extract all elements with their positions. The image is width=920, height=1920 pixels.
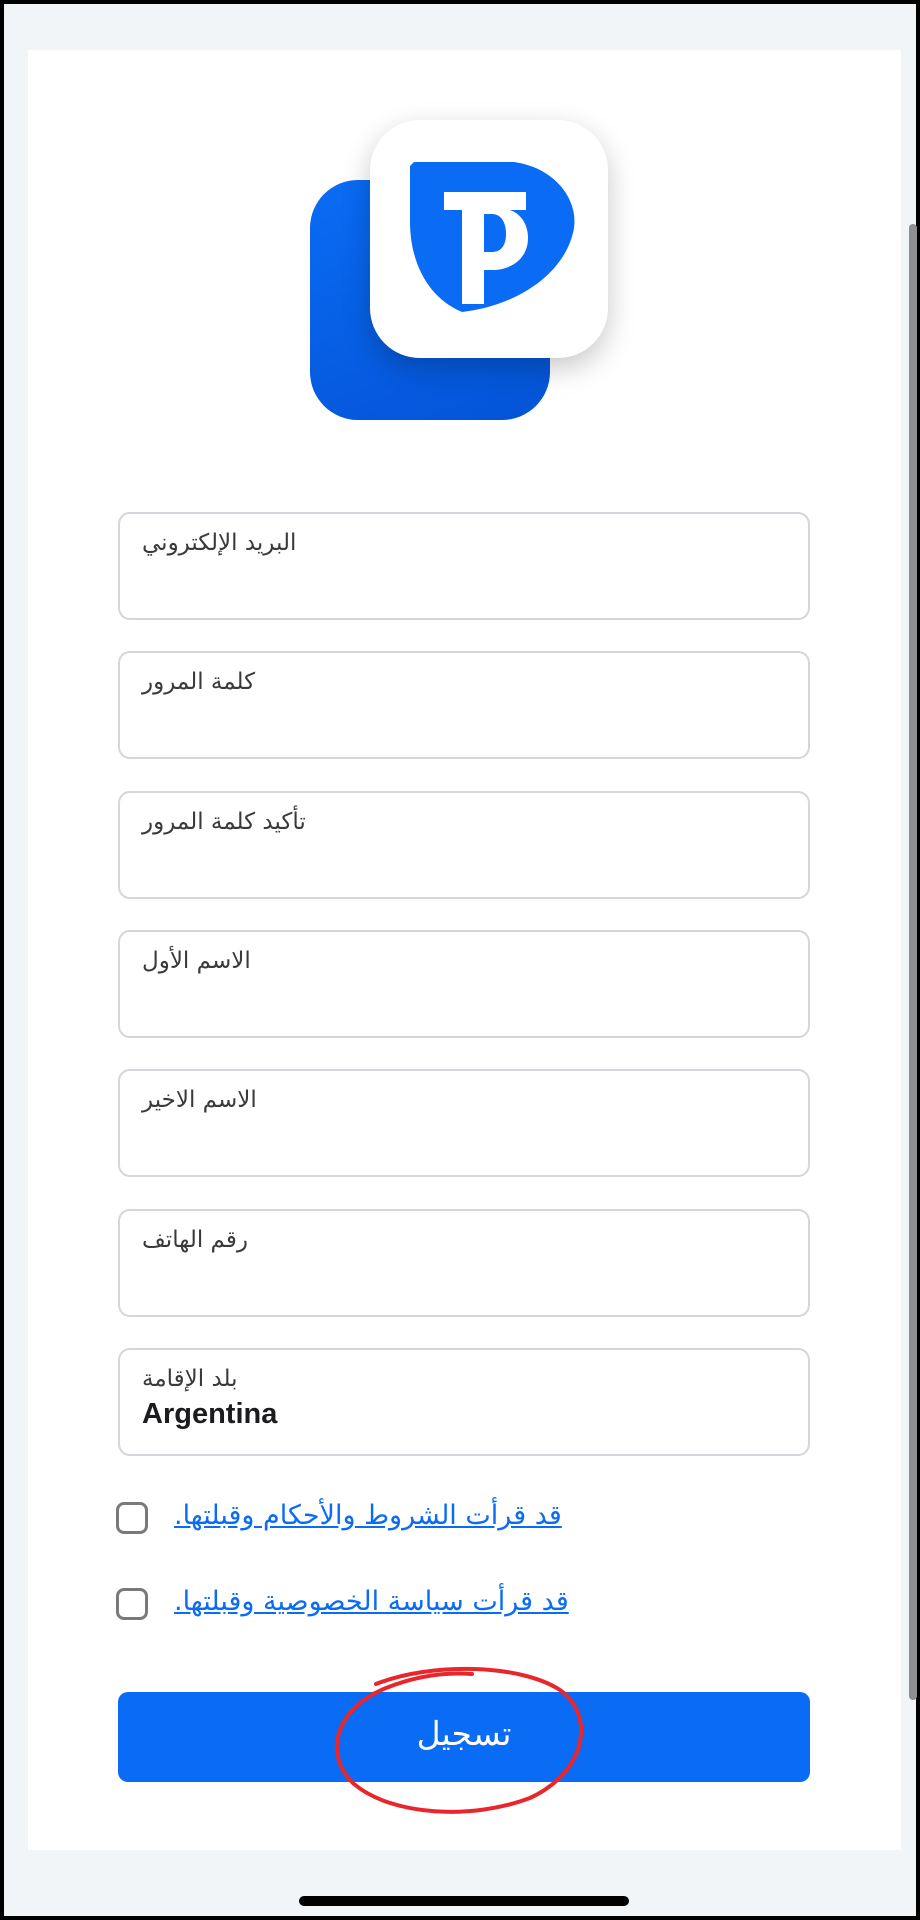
pepperstone-p-logo-icon bbox=[406, 162, 576, 312]
password-field[interactable] bbox=[118, 651, 810, 759]
email-field-label: البريد الإلكتروني bbox=[142, 530, 297, 556]
country-select[interactable] bbox=[118, 1348, 810, 1456]
first-name-field-label: الاسم الأول bbox=[142, 948, 251, 974]
terms-link[interactable]: قد قرأت الشروط والأحكام وقبلتها. bbox=[174, 1500, 562, 1531]
confirm-password-field-label: تأكيد كلمة المرور bbox=[142, 809, 306, 835]
app-logo bbox=[304, 116, 624, 426]
logo-front-tile bbox=[370, 120, 608, 358]
password-field-label: كلمة المرور bbox=[142, 669, 256, 695]
home-indicator[interactable] bbox=[299, 1896, 629, 1906]
last-name-field[interactable] bbox=[118, 1069, 810, 1177]
register-button-label: تسجيل bbox=[416, 1715, 512, 1752]
first-name-field[interactable] bbox=[118, 930, 810, 1038]
terms-checkbox[interactable] bbox=[116, 1502, 148, 1534]
email-field[interactable] bbox=[118, 512, 810, 620]
last-name-field-label: الاسم الاخير bbox=[142, 1087, 257, 1113]
phone-field[interactable] bbox=[118, 1209, 810, 1317]
red-circle-annotation bbox=[324, 1656, 604, 1826]
scrollbar[interactable] bbox=[909, 224, 917, 1700]
phone-field-label: رقم الهاتف bbox=[142, 1227, 248, 1253]
privacy-link[interactable]: قد قرأت سياسة الخصوصية وقبلتها. bbox=[174, 1586, 569, 1617]
country-select-label: بلد الإقامة bbox=[142, 1366, 238, 1392]
confirm-password-field[interactable] bbox=[118, 791, 810, 899]
privacy-checkbox[interactable] bbox=[116, 1588, 148, 1620]
country-select-value: Argentina bbox=[142, 1398, 278, 1430]
